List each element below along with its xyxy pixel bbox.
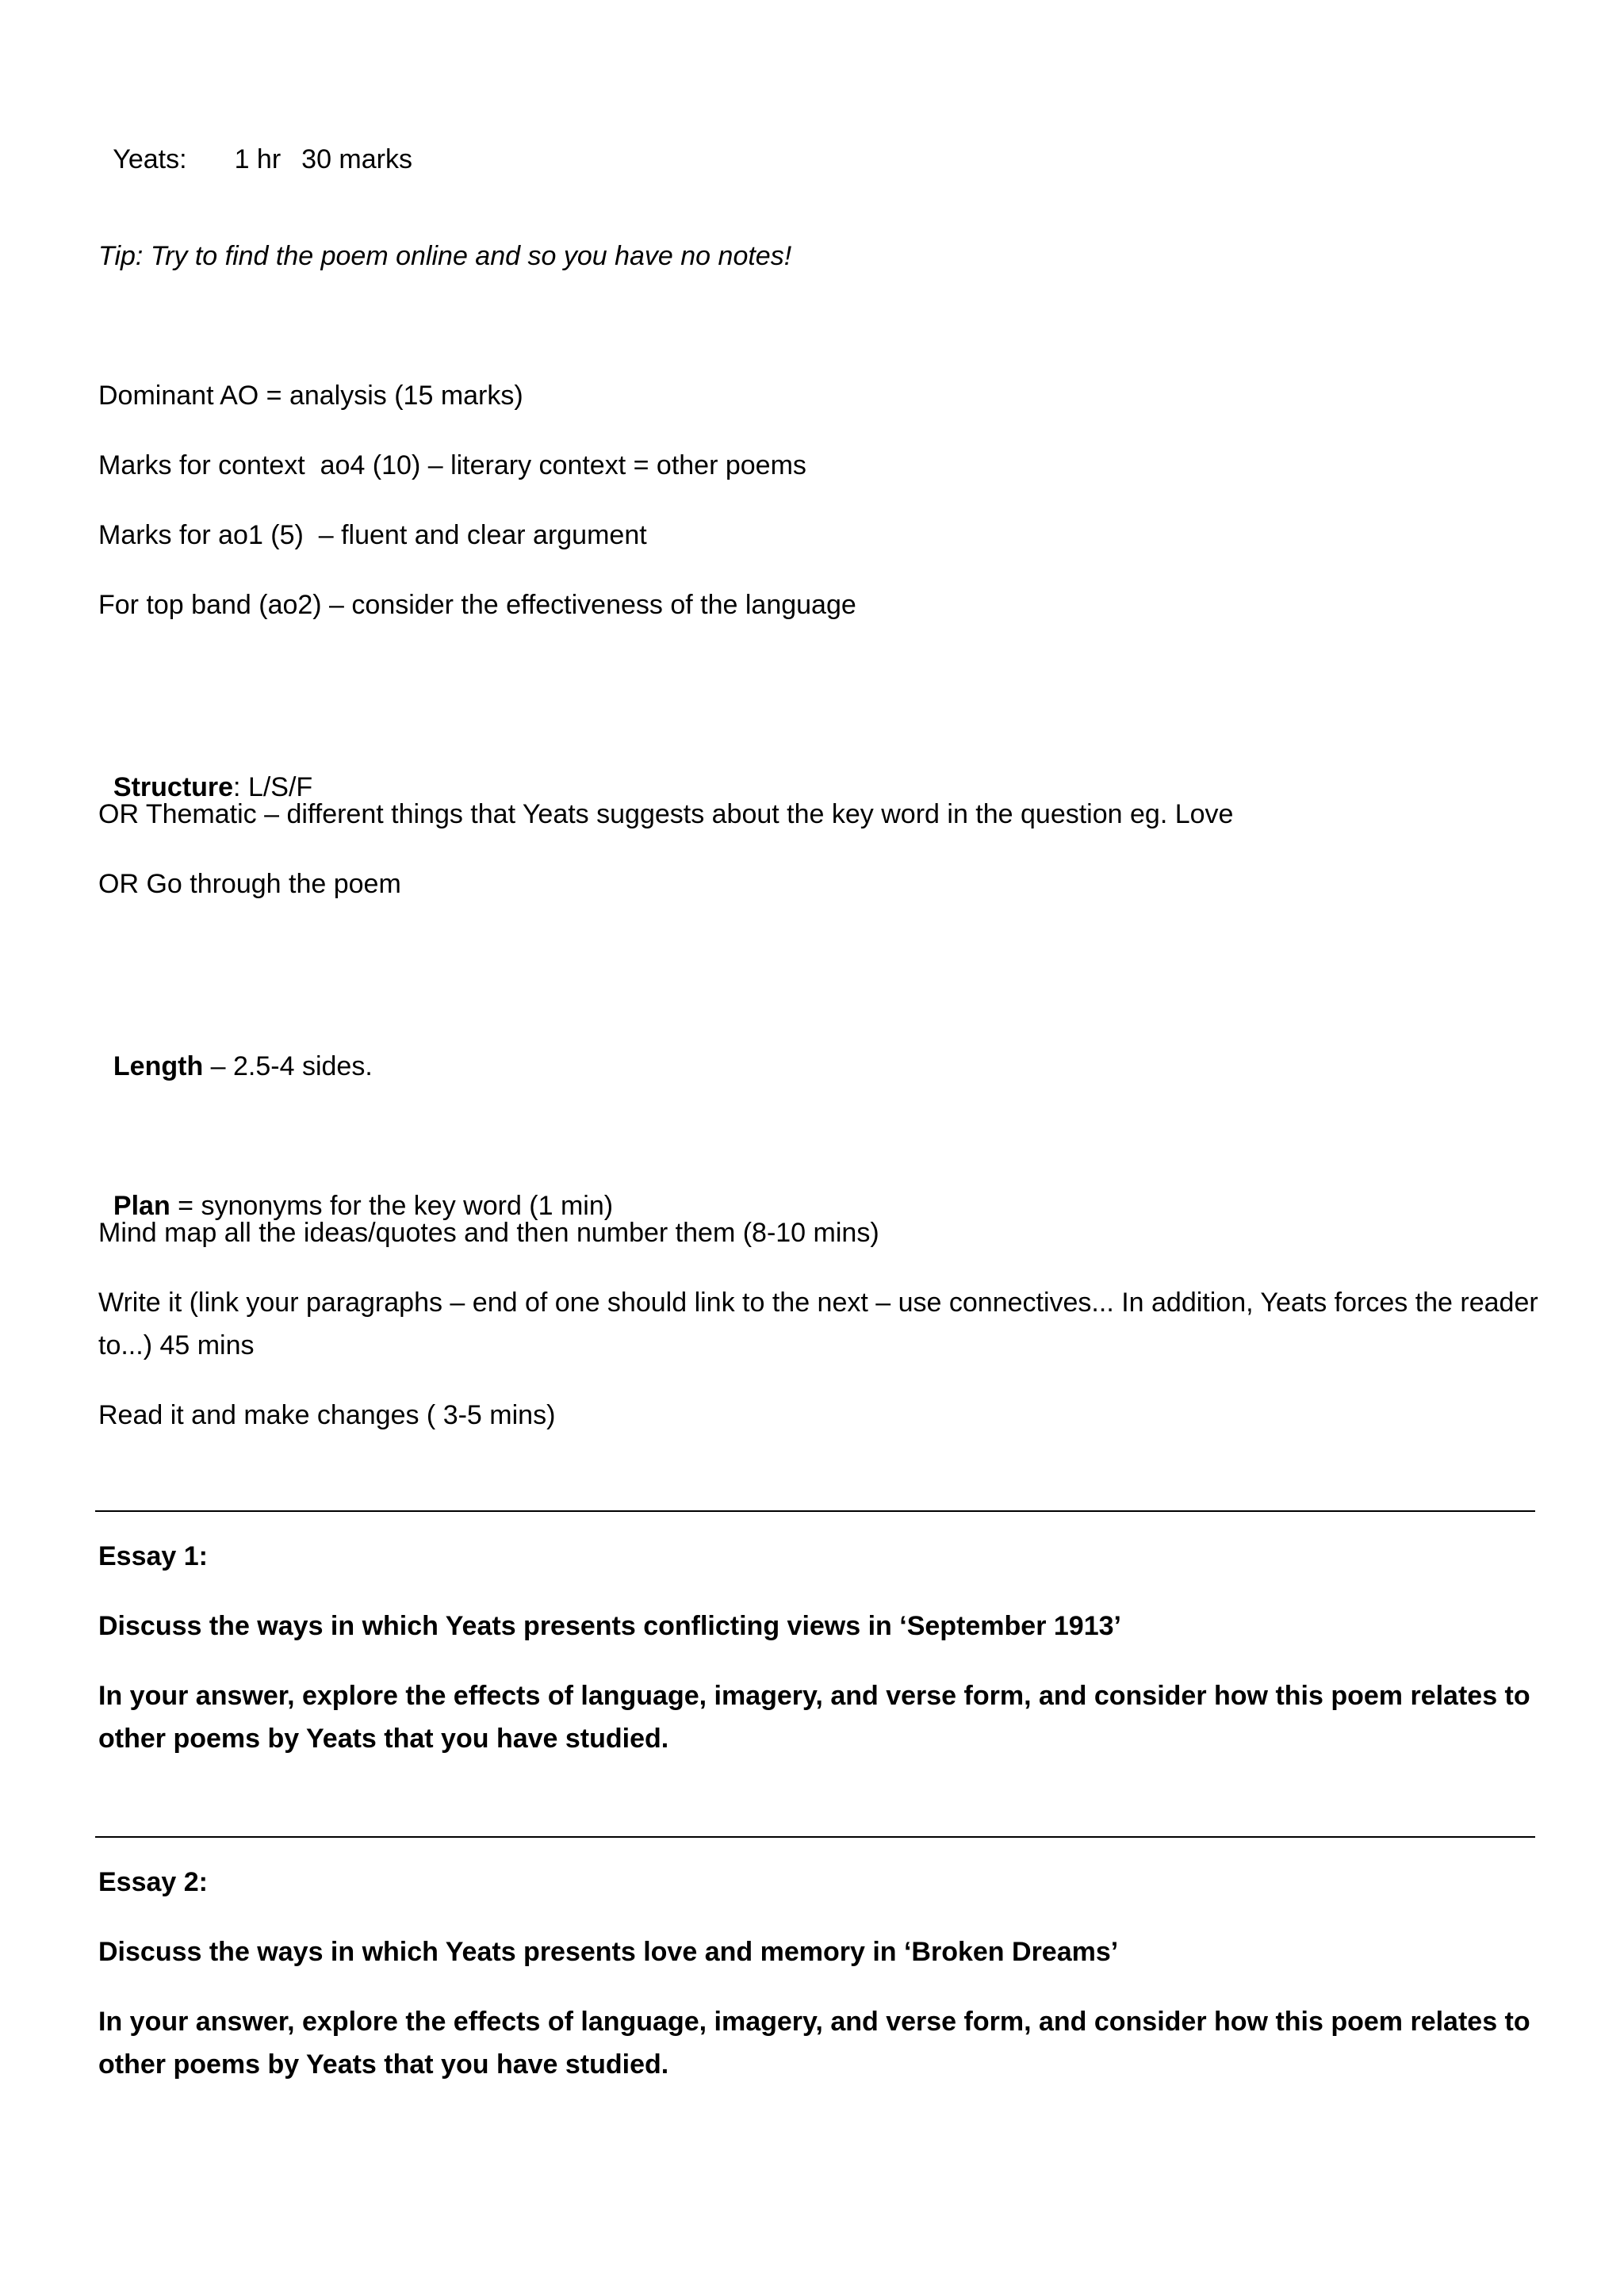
- header-marks: 30 marks: [301, 144, 412, 174]
- length-line: [98, 1002, 373, 1088]
- header-subject: Yeats:: [113, 144, 187, 174]
- essay-1-heading: Essay 1:: [98, 1541, 208, 1571]
- essay-2-heading: Essay 2:: [98, 1867, 208, 1897]
- essay-2-instructions: In your answer, explore the effects of language, imagery, and verse form, and consider how this poem relates to other poems by Yeats that you have studied.: [98, 2007, 1530, 2080]
- essay-1-instructions: In your answer, explore the effects of language, imagery, and verse form, and consider how this poem relates to other poems by Yeats that you have studied.: [98, 1681, 1530, 1754]
- divider-essay-1: [95, 1510, 1535, 1512]
- structure-option-thematic: OR Thematic – different things that Yeats suggests about the key word in the question eg. Love: [98, 799, 1234, 829]
- header-line: [98, 95, 412, 181]
- length-value: – 2.5-4 sides.: [203, 1051, 373, 1081]
- plan-step-mind-map: Mind map all the ideas/quotes and then number them (8-10 mins): [98, 1218, 879, 1248]
- divider-essay-2: [95, 1836, 1535, 1838]
- essay-1-question: Discuss the ways in which Yeats presents conflicting views in ‘September 1913’: [98, 1611, 1121, 1641]
- tip-text: Tip: Try to find the poem online and so you have no notes!: [98, 241, 792, 271]
- plan-step-write: Write it (link your paragraphs – end of one should link to the next – use connectives... In addition, Yeats forces the reader to...) 45 mins: [98, 1288, 1538, 1360]
- plan-step-read: Read it and make changes ( 3-5 mins): [98, 1400, 556, 1430]
- length-label: Length: [113, 1051, 204, 1081]
- assessment-ao1: Marks for ao1 (5) – fluent and clear argument: [98, 520, 647, 550]
- essay-2-question: Discuss the ways in which Yeats presents love and memory in ‘Broken Dreams’: [98, 1937, 1119, 1967]
- plan-label: Plan: [113, 1191, 170, 1221]
- header-duration: 1 hr: [234, 144, 282, 174]
- assessment-context: Marks for context ao4 (10) – literary context = other poems: [98, 450, 806, 480]
- structure-value: : L/S/F: [233, 772, 313, 802]
- structure-label: Structure: [113, 772, 234, 802]
- plan-value: = synonyms for the key word (1 min): [170, 1191, 614, 1221]
- assessment-top-band: For top band (ao2) – consider the effectiveness of the language: [98, 590, 856, 620]
- assessment-dominant-ao: Dominant AO = analysis (15 marks): [98, 381, 523, 411]
- structure-option-poem: OR Go through the poem: [98, 869, 401, 899]
